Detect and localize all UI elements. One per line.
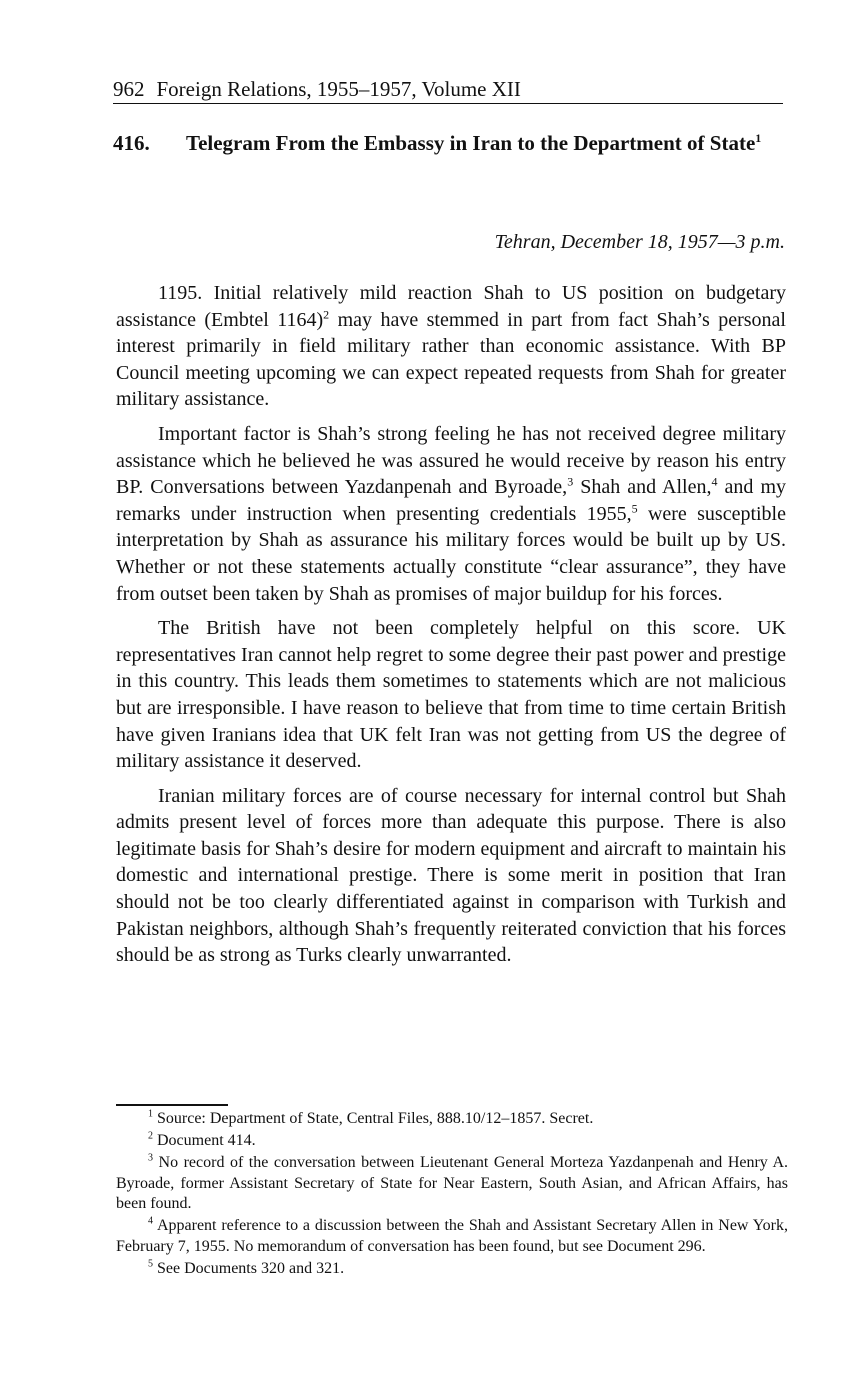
footnote-ref[interactable]: 2 (323, 306, 330, 321)
paragraph: Iranian military forces are of course necessary for internal control but Shah admits present level of forces more than adequate this purpose. There is also legitimate basis for Shah’s desire for modern equipment and aircraft to maintain his domestic and international prestige. There is some merit in position that Iran should not be too clearly differentiated against in comparison with Turkish and Pakistan neighbors, although Shah’s frequently reiterated conviction that his forces should be as strong as Turks clearly unwarranted. (116, 784, 786, 967)
paragraph (116, 421, 786, 607)
footnote-ref[interactable]: 3 (567, 474, 574, 489)
footnote-text: See Documents 320 and 321. (157, 1259, 345, 1277)
running-header (113, 76, 783, 104)
paragraph-text: 1195. Initial relatively mild reaction Shah to US position on budgetary assistance (Embtel 1164) (116, 282, 786, 331)
paragraph (116, 280, 786, 413)
telegram-body (116, 280, 786, 977)
series-title: Foreign Relations, 1955–1957, Volume XII (156, 77, 521, 101)
document-title (186, 130, 785, 157)
paragraph-text: Shah and Allen, (573, 476, 712, 499)
footnote (116, 1153, 788, 1215)
footnotes (116, 1109, 788, 1281)
footnote-mark: 2 (148, 1130, 153, 1142)
footnote-divider (116, 1104, 228, 1106)
footnote-ref[interactable]: 1 (755, 131, 762, 145)
footnote (116, 1216, 788, 1257)
document-number: 416. (113, 131, 150, 155)
paragraph-text: may have stemmed in part from fact Shah’s personal interest primarily in field military rather than economic assistance. With BP Council meeting upcoming we can expect repeated requests from Shah for greater military assistance. (116, 308, 786, 411)
document-title-text: Telegram From the Embassy in Iran to the Department of State (186, 131, 756, 155)
footnote-text: Source: Department of State, Central Files, 888.10/12–1857. Secret. (157, 1110, 594, 1127)
footnote-mark: 5 (148, 1258, 153, 1270)
footnote (116, 1131, 788, 1152)
paragraph: The British have not been completely helpful on this score. UK representatives Iran cannot help regret to some degree their past power and prestige in this country. This leads them sometimes to statements which are not malicious but are irresponsible. I have reason to believe that from time to time certain British have given Iranians idea that UK felt Iran was not getting from US the degree of military assistance it deserved. (116, 617, 786, 773)
footnote-mark: 1 (148, 1108, 153, 1120)
paragraph-text: Important factor is Shah’s strong feeling he has not received degree military assistance which he believed he was assured he would receive by reason his entry BP. Conversations between Yazdanpenah and Byroade, (116, 422, 786, 499)
paragraph-text: and my remarks under instruction when presenting credentials 1955, (116, 476, 786, 525)
footnote-mark: 3 (148, 1152, 153, 1164)
page-number: 962 (113, 77, 145, 101)
paragraph-text: were susceptible interpretation by Shah as assurance his military forces would be built up by US. Whether or not these statements actually constitute “clear assurance”, they have from outset been taken by Shah as promises of major buildup for his forces. (116, 502, 786, 605)
footnote-ref[interactable]: 4 (711, 474, 718, 489)
footnote-text: No record of the conversation between Lieutenant General Morteza Yazdanpenah and Henry A. Byroade, former Assistant Secretary of State for Near Eastern, South Asian, and African Affairs, has been found. (116, 1154, 788, 1212)
footnote-mark: 4 (148, 1215, 153, 1227)
footnote (116, 1109, 788, 1130)
footnote-ref[interactable]: 5 (631, 501, 638, 516)
footnote-text: Document 414. (157, 1132, 256, 1149)
footnote (116, 1259, 788, 1280)
document-heading (113, 130, 785, 157)
dateline: Tehran, December 18, 1957—3 p.m. (494, 231, 785, 253)
footnote-text: Apparent reference to a discussion between the Shah and Assistant Secretary Allen in New York, February 7, 1955. No memorandum of conversation has been found, but see Document 296. (116, 1217, 788, 1255)
